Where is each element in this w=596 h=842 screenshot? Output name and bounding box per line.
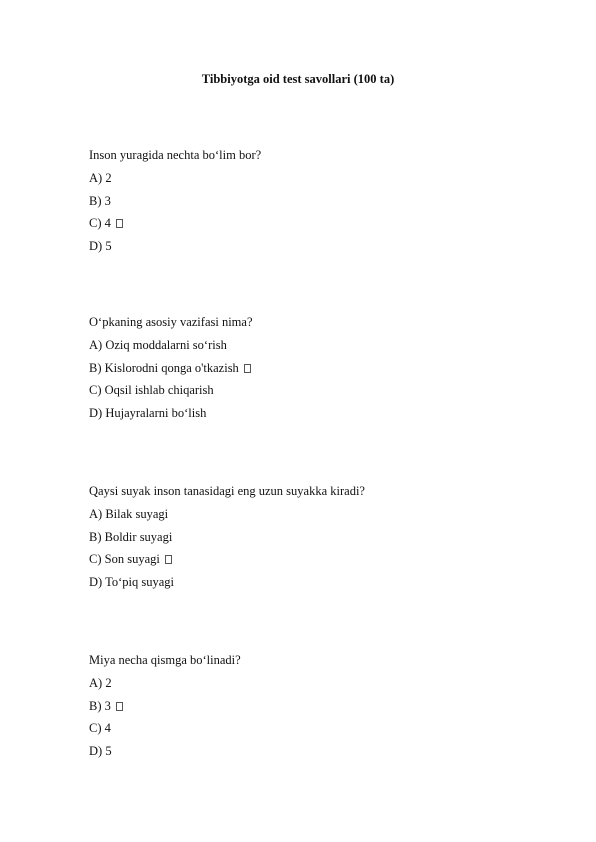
answer-option	[89, 238, 559, 261]
document-title: Tibbiyotga oid test savollari (100 ta)	[201, 72, 395, 86]
option-label: A) Bilak suyagi	[89, 506, 169, 521]
option-label: A) 2	[89, 675, 112, 690]
option-label: B) 3	[89, 698, 111, 713]
answer-option	[89, 720, 559, 743]
option-label: C) Oqsil ishlab chiqarish	[89, 383, 214, 398]
answer-option	[89, 574, 559, 597]
answer-option	[89, 551, 559, 574]
answer-option	[89, 675, 559, 698]
answer-option	[89, 405, 559, 428]
correct-answer-mark-icon	[116, 219, 123, 228]
answer-option	[89, 698, 559, 721]
question-text: Qaysi suyak inson tanasidagi eng uzun suyakka kiradi?	[89, 484, 365, 498]
option-label: A) Oziq moddalarni so‘rish	[89, 337, 227, 352]
correct-answer-mark-icon	[165, 555, 172, 564]
question-text: O‘pkaning asosiy vazifasi nima?	[89, 315, 253, 329]
option-label: C) 4	[89, 216, 111, 231]
answer-option	[89, 506, 559, 529]
answer-option	[89, 215, 559, 238]
option-label: D) 5	[89, 239, 112, 254]
question-block-3	[89, 483, 559, 597]
question-text: Miya necha qismga bo‘linadi?	[89, 653, 241, 667]
correct-answer-mark-icon	[116, 702, 123, 711]
option-label: C) Son suyagi	[89, 552, 160, 567]
option-label: A) 2	[89, 170, 112, 185]
correct-answer-mark-icon	[244, 364, 251, 373]
question-block-1	[89, 147, 559, 261]
answer-option	[89, 743, 559, 766]
answer-option	[89, 382, 559, 405]
answer-option	[89, 193, 559, 216]
question-block-2	[89, 314, 559, 428]
option-label: B) Boldir suyagi	[89, 529, 173, 544]
question-text: Inson yuragida nechta bo‘lim bor?	[89, 148, 262, 162]
answer-option	[89, 170, 559, 193]
option-label: B) Kislorodni qonga o'tkazish	[89, 360, 239, 375]
option-label: D) To‘piq suyagi	[89, 575, 174, 590]
option-label: D) Hujayralarni bo‘lish	[89, 406, 207, 421]
option-label: D) 5	[89, 744, 112, 759]
answer-option	[89, 337, 559, 360]
answer-option	[89, 529, 559, 552]
question-block-4	[89, 652, 559, 766]
option-label: C) 4	[89, 721, 111, 736]
answer-option	[89, 360, 559, 383]
option-label: B) 3	[89, 193, 111, 208]
